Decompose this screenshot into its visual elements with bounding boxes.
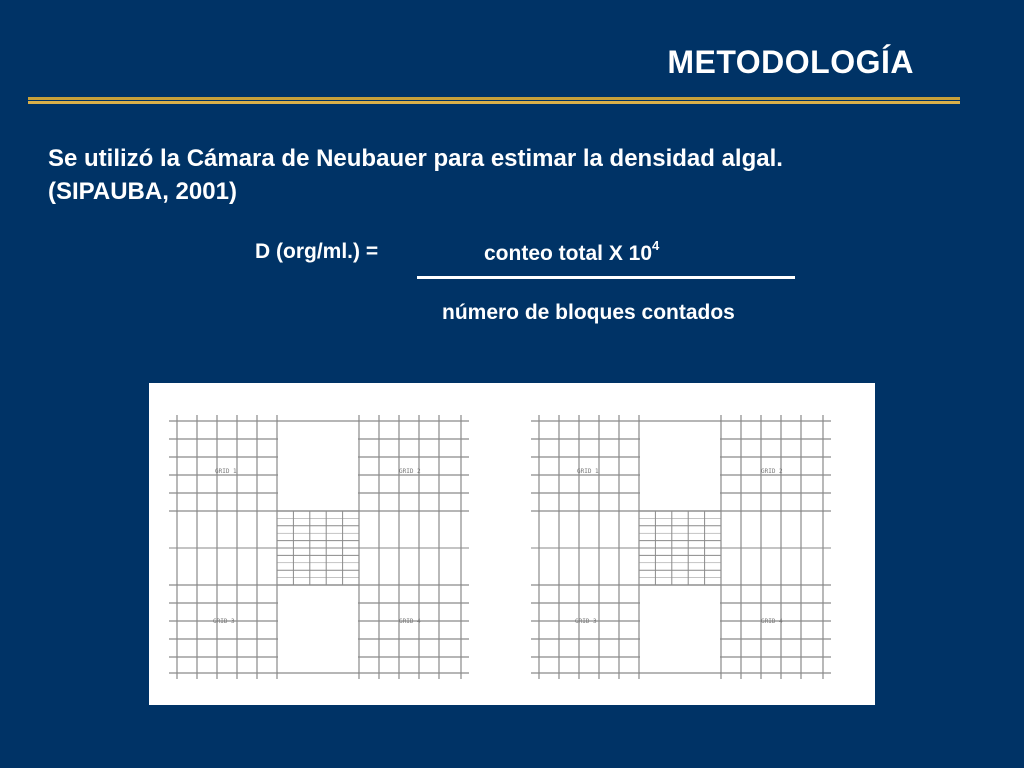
body-line-1: Se utilizó la Cámara de Neubauer para estimar la densidad algal. <box>48 145 783 172</box>
chamber-grid-2 <box>530 414 832 680</box>
formula-numerator <box>484 240 659 266</box>
grid-blank-top <box>640 414 720 510</box>
body-line-2: (SIPAUBA, 2001) <box>48 178 237 205</box>
grid-blank-bottom <box>278 586 358 680</box>
formula-denominator: número de bloques contados <box>442 301 735 324</box>
grid-label-4: GRID 4 <box>399 618 421 625</box>
grid-label-4: GRID 4 <box>761 618 783 625</box>
grid-blank-bottom <box>640 586 720 680</box>
divider-line-bottom <box>28 101 960 104</box>
grid-label-1: GRID 1 <box>577 468 599 475</box>
grid-label-3: GRID 3 <box>575 618 597 625</box>
slide-title: METODOLOGÍA <box>667 44 914 80</box>
title-divider <box>28 97 960 105</box>
body-paragraph <box>48 142 948 208</box>
grid-label-2: GRID 2 <box>399 468 421 475</box>
formula-numerator-text: conteo total X 10 <box>484 242 653 265</box>
formula-exponent: 4 <box>652 238 660 253</box>
grid-blank-top <box>278 414 358 510</box>
chamber-grid-1 <box>168 414 470 680</box>
grid-label-2: GRID 2 <box>761 468 783 475</box>
grid-label-3: GRID 3 <box>213 618 235 625</box>
neubauer-grid-drawing <box>149 383 875 705</box>
formula-lhs: D (org/ml.) = <box>255 240 379 263</box>
fraction-line <box>417 276 795 279</box>
grid-label-1: GRID 1 <box>215 468 237 475</box>
divider-line-top <box>28 97 960 100</box>
neubauer-chamber-figure <box>149 383 875 705</box>
